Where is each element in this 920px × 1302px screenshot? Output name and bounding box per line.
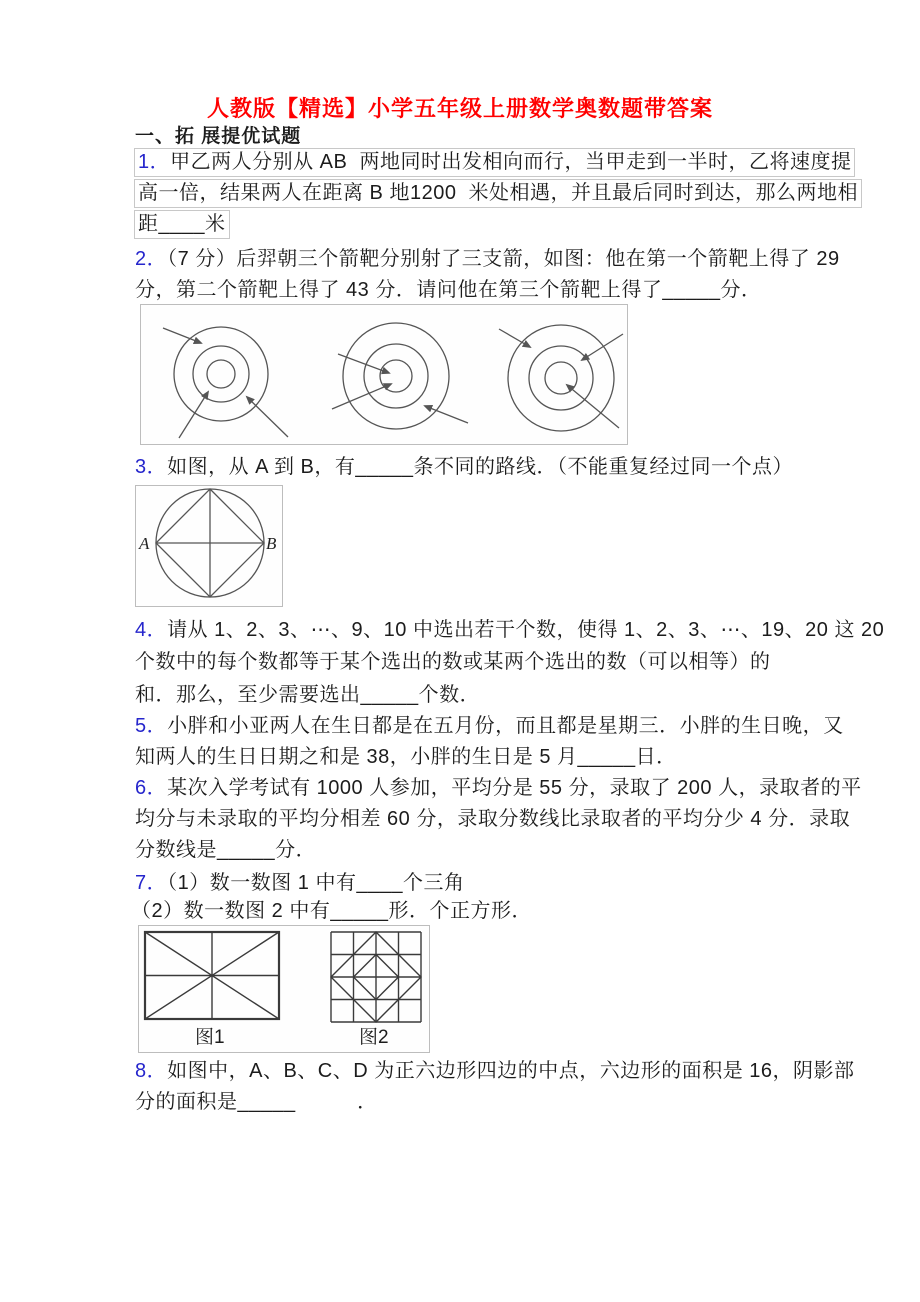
page-title: 人教版【精选】小学五年级上册数学奥数题带答案	[206, 96, 713, 121]
point-b-label: B	[266, 534, 277, 553]
question-6-text-3: 分数线是_____分．	[135, 839, 317, 861]
question-8-text: 如图中，A、B、C、D 为正六边形四边的中点，六边形的面积是 16，阴影部	[167, 1060, 855, 1082]
question-6-line-2	[135, 805, 850, 834]
question-7-line-2	[131, 897, 532, 926]
question-6-number: 6．	[135, 777, 168, 799]
question-7-text-2: （2）数一数图 2 中有_____形．个正方形．	[131, 900, 532, 922]
question-8-line-1	[135, 1057, 855, 1086]
question-3-text: 如图，从 A 到 B，有_____条不同的路线．（不能重复经过同一个点）	[167, 456, 793, 478]
archery-targets-figure	[140, 304, 628, 445]
question-7-text: （1）数一数图 1 中有____个三角	[167, 872, 465, 894]
question-2-text: （7 分）后羿朝三个箭靶分别射了三支箭，如图：他在第一个箭靶上得了 29	[167, 248, 840, 270]
arrow-icon	[582, 334, 623, 360]
question-8-number: 8．	[135, 1060, 168, 1082]
question-4-text-3: 和．那么，至少需要选出_____个数．	[135, 684, 481, 706]
question-2-text-2: 分，第二个箭靶上得了 43 分．请问他在第三个箭靶上得了_____分．	[135, 279, 762, 301]
question-6-text: 某次入学考试有 1000 人参加，平均分是 55 分，录取了 200 人，录取者的平	[167, 777, 862, 799]
section-heading: 一、拓 展提优试题	[135, 126, 302, 147]
question-1-text-3: 距____米	[138, 213, 226, 235]
question-7-line-1	[135, 869, 464, 898]
circle-route-shapes	[156, 489, 264, 597]
archery-target-3	[499, 325, 623, 431]
figure-2-drawing	[331, 932, 421, 1022]
question-4-number: 4．	[135, 619, 168, 641]
question-2-line-1	[135, 245, 840, 274]
question-8-text-2: 分的面积是_____ ．	[135, 1091, 378, 1113]
figure-2-label: 图2	[359, 1027, 389, 1048]
question-3-number: 3．	[135, 456, 168, 478]
question-5-text: 小胖和小亚两人在生日都是在五月份，而且都是星期三．小胖的生日晚，又	[167, 715, 844, 737]
question-6-line-1	[135, 774, 862, 803]
question-4-text-2: 个数中的每个数都等于某个选出的数或某两个选出的数（可以相等）的	[135, 651, 771, 673]
arrow-icon	[179, 392, 208, 438]
arrow-icon	[338, 354, 389, 373]
question-7-number: 7．	[135, 872, 168, 894]
arrow-icon	[247, 397, 288, 437]
question-5-line-1	[135, 712, 844, 741]
archery-target-2	[332, 323, 468, 429]
arrow-icon	[425, 406, 468, 423]
arrow-icon	[163, 328, 201, 343]
question-1-line-3	[134, 210, 230, 239]
point-a-label: A	[139, 534, 150, 553]
question-5-number: 5．	[135, 715, 168, 737]
question-4-line-3	[135, 681, 480, 710]
question-1-text-2: 高一倍，结果两人在距离 B 地1200 米处相遇，并且最后同时到达，那么两地相	[138, 182, 859, 204]
question-4-text: 请从 1、2、3、⋯、9、10 中选出若干个数，使得 1、2、3、⋯、19、20 这 20	[167, 619, 885, 641]
question-1-number: 1．	[138, 151, 171, 173]
question-1-line-2	[134, 179, 862, 208]
archery-targets-drawing	[141, 305, 625, 442]
circle-route-drawing	[136, 486, 280, 604]
question-5-line-2	[135, 743, 677, 772]
archery-target-1	[163, 327, 288, 438]
counting-figures-box	[138, 925, 430, 1053]
question-8-line-2	[135, 1088, 378, 1117]
question-1-line-1	[134, 148, 855, 177]
question-3-line-1	[135, 453, 793, 482]
question-5-text-2: 知两人的生日日期之和是 38，小胖的生日是 5 月_____日．	[135, 746, 677, 768]
question-6-text-2: 均分与未录取的平均分相差 60 分，录取分数线比录取者的平均分少 4 分．录取	[135, 808, 851, 830]
question-1-text: 甲乙两人分别从 AB 两地同时出发相向而行，当甲走到一半时，乙将速度提	[170, 151, 852, 173]
question-4-line-2	[135, 648, 771, 677]
question-4-line-1	[135, 616, 884, 645]
figure-1-label: 图1	[195, 1027, 225, 1048]
circle-route-figure	[135, 485, 283, 607]
question-2-number: 2．	[135, 248, 168, 270]
figure-1-drawing	[145, 932, 279, 1019]
question-6-line-3	[135, 836, 316, 865]
question-2-line-2	[135, 276, 761, 305]
